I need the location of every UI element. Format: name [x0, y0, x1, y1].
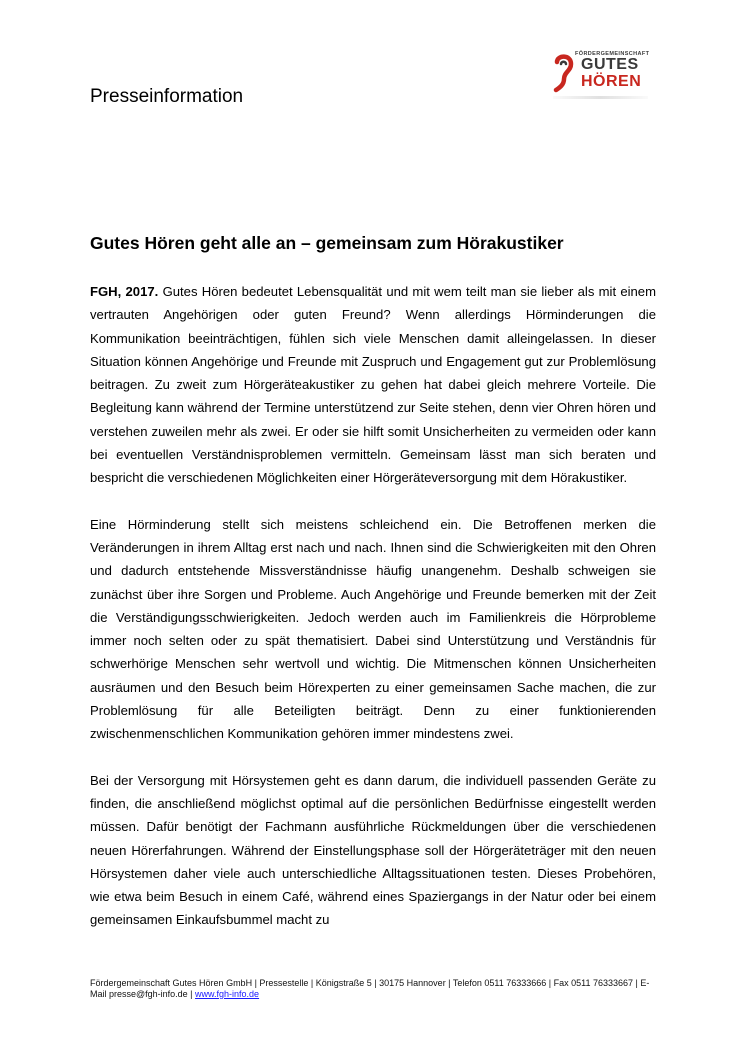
page-title: Presseinformation — [90, 86, 244, 107]
logo-shadow — [553, 96, 648, 99]
article-body — [90, 280, 656, 955]
dateline: FGH, 2017. — [90, 284, 159, 299]
ear-logo-icon — [553, 52, 575, 94]
logo-line2: HÖREN — [581, 73, 642, 90]
paragraph-1 — [90, 280, 656, 490]
paragraph-2: Eine Hörminderung stellt sich meistens schleichend ein. Die Betroffenen merken die Veränderungen in ihrem Alltag erst nach und nach. Ihnen sind die Schwierigkeiten mit den Ohren und dadurch entstehende Missverständnisse häufig unangenehm. Deshalb schweigen sie zunächst über ihre Sorgen und Probleme. Auch Angehörige und Freunde bemerken mit der Zeit die Verständigungsschwierigkeiten. Jedoch werden auch im Familienkreis die Hörprobleme immer noch selten oder zu spät thematisiert. Dabei sind Unterstützung und Verständnis für schwerhörige Menschen sehr wertvoll und wichtig. Die Mitmenschen können Unsicherheiten ausräumen und den Besuch beim Hörexperten zu einer gemeinsamen Sache machen, die zur Problemlösung für alle Beteiligten beiträgt. Denn zu einer funktionierenden zwischenmenschlichen Kommunikation gehören immer mindestens zwei. — [90, 516, 656, 742]
footer-contact-text: Fördergemeinschaft Gutes Hören GmbH | Pressestelle | Königstraße 5 | 30175 Hannover | Telefon 0511 76333666 | Fax 0511 76333667 | E-Mail presse@fgh-info.de | — [90, 978, 650, 999]
logo-line1: GUTES — [581, 56, 639, 73]
logo-small-text: FÖRDERGEMEINSCHAFT — [575, 51, 650, 57]
paragraph-3: Bei der Versorgung mit Hörsystemen geht es dann darum, die individuell passenden Geräte zu finden, die anschließend möglichst optimal auf die persönlichen Bedürfnisse eingestellt werden müssen. Dafür benötigt der Fachmann ausführliche Rückmeldungen über die verschiedenen neuen Hörerfahrungen. Während der Einstellungsphase soll der Hörgeräteträger mit den neuen Hörsystemen daher viele auch unterschiedliche Alltagssituationen testen. Dieses Probehören, wie etwa beim Besuch in einem Café, während eines Spaziergangs in der Natur oder bei einem gemeinsamen Einkaufsbummel macht zu — [90, 772, 656, 928]
article-headline: Gutes Hören geht alle an – gemeinsam zum Hörakustiker — [90, 233, 564, 253]
paragraph-1-text: Gutes Hören bedeutet Lebensqualität und mit wem teilt man sie lieber als mit einem vertrauten Angehörigen oder guten Freund? Wenn allerdings Hörminderungen die Kommunikation beeinträchtigen, fühlen sich viele Menschen damit alleingelassen. In dieser Situation können Angehörige und Freunde mit Zuspruch und Engagement gut zur Problemlösung beitragen. Zu zweit zum Hörgeräteakustiker zu gehen hat dabei gleich mehrere Vorteile. Die Begleitung kann während der Termine unterstützend zur Seite stehen, denn vier Ohren hören und verstehen zuweilen mehr als zwei. Er oder sie hilft somit Unsicherheiten zu vermeiden oder kann bei eventuellen Verständnisproblemen vermitteln. Gemeinsam lässt man sich beraten und bespricht die verschiedenen Möglichkeiten einer Hörgeräteversorgung mit dem Hörakustiker. — [90, 284, 656, 486]
footer-website-link[interactable]: www.fgh-info.de — [195, 989, 260, 999]
page-footer — [90, 978, 656, 1000]
fgh-logo — [553, 46, 648, 98]
